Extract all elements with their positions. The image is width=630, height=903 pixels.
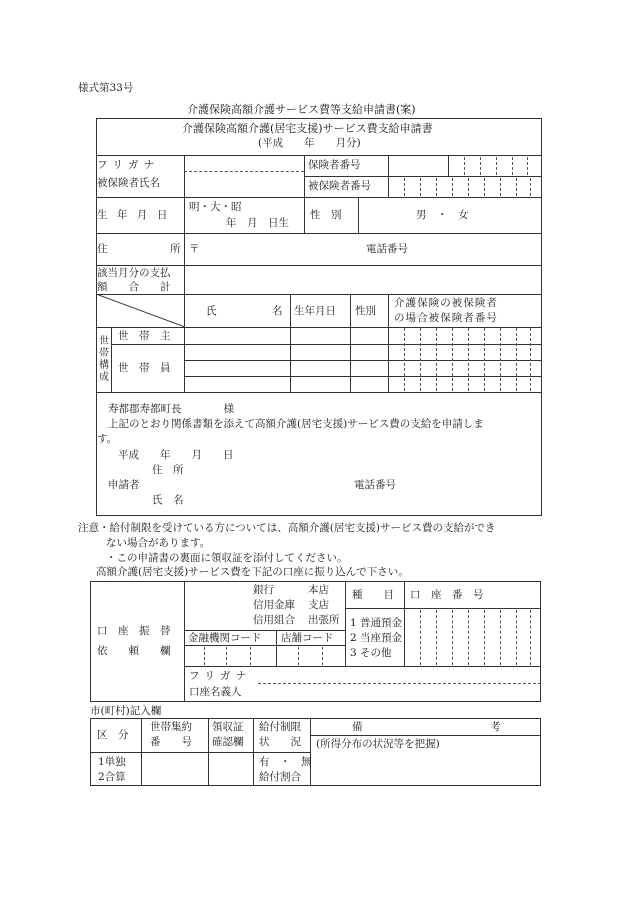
bank-side-label-1: 口 座 振 替	[97, 625, 171, 637]
address-label: 住	[97, 243, 108, 255]
birthdate-ymd: 年 月 日生	[226, 217, 289, 229]
institution-type-1: 銀行	[253, 584, 274, 596]
form-inner-title: 介護保険高額介護(居宅支援)サービス費支給申請書	[182, 122, 433, 135]
institution-type-3: 信用組合	[253, 614, 295, 626]
col-limit-label-2: 状 況	[259, 736, 301, 748]
category-option-1[interactable]: 1単独	[98, 756, 126, 768]
col-household-label-1: 世帯集約	[150, 721, 192, 733]
application-date[interactable]: 平成 年 月 日	[118, 449, 234, 461]
postal-mark: 〒	[189, 243, 200, 255]
account-number-field[interactable]	[405, 609, 540, 665]
furigana-label: フリガナ	[97, 159, 160, 171]
col-household-label-2: 番 号	[150, 736, 192, 748]
address-label-end: 所	[170, 243, 181, 255]
bank-side-label-2: 依 頼 欄	[97, 645, 171, 657]
col-category-label: 区 分	[97, 729, 129, 741]
category-option-2[interactable]: 2合算	[98, 771, 126, 783]
household-member-label: 世 帯 員	[118, 362, 171, 374]
institution-code-label: 金融機関コード	[188, 632, 262, 644]
phone-label: 電話番号	[366, 243, 408, 255]
branch-code-label: 店舗コード	[281, 632, 334, 644]
sex-options[interactable]: 男 ・ 女	[416, 209, 469, 221]
document-title: 介護保険高額介護サービス費等支給申請書(案)	[187, 103, 416, 116]
col-remarks-label: 備	[352, 721, 363, 733]
sex-label: 性 別	[310, 209, 342, 221]
form-number: 様式第33号	[78, 82, 134, 94]
insured-name-label: 被保険者氏名	[97, 177, 160, 189]
note-1a: 注意・給付制限を受けている方については、高額介護(居宅支援)サービス費の支給ができ	[78, 522, 496, 534]
monthly-total-field[interactable]	[186, 267, 540, 292]
household-side-label: 世帯構成	[99, 336, 109, 383]
address-field[interactable]	[200, 236, 360, 262]
account-type-option-2[interactable]: 2 当座預金	[350, 632, 403, 644]
col-name-label: 氏	[206, 305, 217, 317]
col-insured-number-label-1: 介護保険の被保険者	[394, 297, 498, 309]
col-sex-label: 性別	[355, 305, 376, 317]
note-1b: ない場合があります。	[106, 537, 211, 549]
col-insured-number-label-2: の場合被保険者番号	[394, 312, 498, 324]
insurer-number-field[interactable]	[449, 156, 541, 175]
declaration-text-1: 上記のとおり関係書類を添えて高額介護(居宅支援)サービス費の支給を申請しま	[108, 418, 484, 430]
account-number-label: 口 座 番 号	[410, 589, 484, 601]
col-limit-label-1: 給付制限	[259, 721, 301, 733]
transfer-lead: 高額介護(居宅支援)サービス費を下記の口座に振り込んで下さい。	[96, 566, 409, 578]
account-holder-label: 口座名義人	[189, 686, 242, 698]
remarks-note: (所得分布の状況等を把握)	[316, 738, 440, 750]
col-name-label-end: 名	[272, 305, 283, 317]
monthly-total-label-1: 該当月分の支払	[97, 267, 171, 279]
insured-name-field[interactable]	[186, 173, 302, 195]
office-use-heading: 市(町村)記入欄	[90, 705, 162, 717]
col-birthdate-label: 生年月日	[294, 305, 336, 317]
applicant-address-label: 住 所	[152, 464, 184, 476]
applicant-name-label: 氏 名	[152, 494, 184, 506]
claim-period: (平成 年 月分)	[258, 137, 361, 149]
holder-furigana-label: フリガナ	[189, 670, 252, 682]
col-remarks-label-end: 考	[490, 721, 501, 733]
birthdate-label: 生年月日	[97, 209, 177, 221]
insurer-number-label: 保険者番号	[308, 159, 361, 171]
account-type-option-3[interactable]: 3 その他	[350, 647, 392, 659]
limit-options[interactable]: 有 ・ 無	[259, 756, 312, 768]
era-options[interactable]: 明・大・昭	[189, 201, 242, 213]
insured-number-label: 被保険者番号	[308, 180, 371, 192]
branch-type-2: 支店	[308, 599, 329, 611]
branch-code-field[interactable]	[277, 646, 344, 665]
branch-type-1: 本店	[308, 584, 329, 596]
benefit-ratio-label: 給付割合	[259, 771, 301, 783]
branch-type-3: 出張所	[308, 614, 340, 626]
household-head-label: 世 帯 主	[118, 330, 171, 342]
applicant-phone-label: 電話番号	[354, 479, 396, 491]
monthly-total-label-2: 額 合 計	[97, 281, 171, 293]
account-type-label: 種 目	[352, 589, 394, 601]
insured-number-field[interactable]	[389, 177, 541, 196]
applicant-label: 申請者	[108, 479, 140, 491]
household-table[interactable]	[185, 328, 541, 391]
account-type-option-1[interactable]: 1 普通預金	[350, 617, 403, 629]
col-receipt-label-1: 領収証	[212, 721, 244, 733]
addressee: 寿都郡寿都町長 様	[108, 403, 234, 415]
note-2: ・この申請書の裏面に領収証を添付してください。	[106, 552, 348, 564]
institution-type-2: 信用金庫	[253, 599, 295, 611]
account-holder-field[interactable]	[259, 667, 540, 701]
declaration-text-2: す。	[97, 433, 118, 445]
col-receipt-label-2: 確認欄	[212, 736, 244, 748]
diagonal-header-cell	[96, 294, 185, 327]
institution-code-field[interactable]	[185, 646, 275, 665]
